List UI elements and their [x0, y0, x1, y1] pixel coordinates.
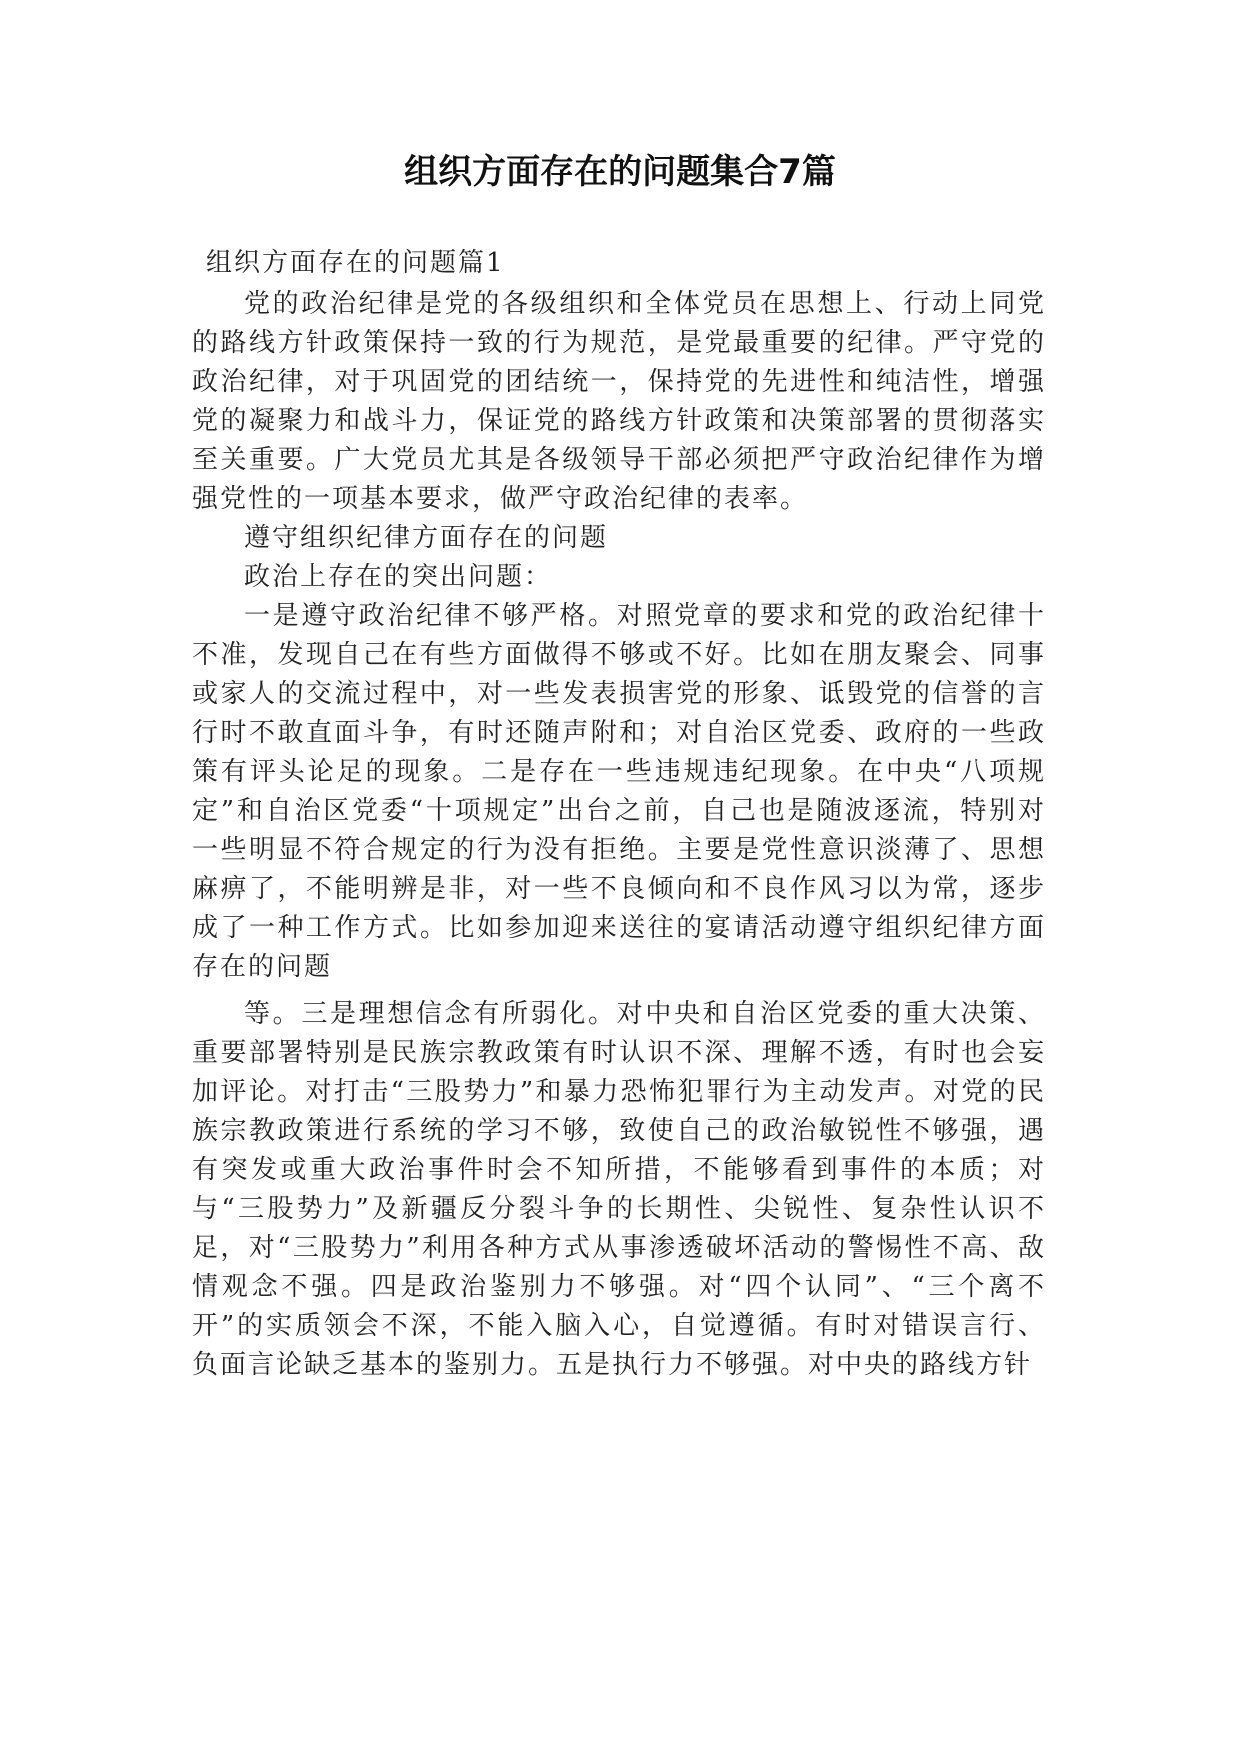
document-title: 组织方面存在的问题集合7篇 [404, 152, 836, 192]
paragraph-issues-2: 等。三是理想信念有所弱化。对中央和自治区党委的重大决策、重要部署特别是民族宗教政策有时认识不深、理解不透，有时也会妄加评论。对打击“三股势力”和暴力恐怖犯罪行为主动发声。对党的民族宗教政策进行系统的学习不够，致使自己的政治敏锐性不够强，遇有突发或重大政治事件时会不知所措，不能够看到事件的本质；对与“三股势力”及新疆反分裂斗争的长期性、尖锐性、复杂性认识不足，对“三股势力”利用各种方式从事渗透破坏活动的警惕性不高、敌情观念不强。四是政治鉴别力不够强。对“四个认同”、“三个离不开”的实质领会不深，不能入脑入心，自觉遵循。有时对错误言行、负面言论缺乏基本的鉴别力。五是执行力不够强。对中央的路线方针 [192, 999, 1046, 1380]
paragraph-subheading-2: 政治上存在的突出问题： [244, 562, 553, 592]
document-body [192, 244, 1046, 1385]
paragraph-intro: 党的政治纪律是党的各级组织和全体党员在思想上、行动上同党的路线方针政策保持一致的行为规范，是党最重要的纪律。严守党的政治纪律，对于巩固党的团结统一，保持党的先进性和纯洁性，增强党的凝聚力和战斗力，保证党的路线方针政策和决策部署的贯彻落实至关重要。广大党员尤其是各级领导干部必须把严守政治纪律作为增强党性的一项基本要求，做严守政治纪律的表率。 [192, 289, 1046, 514]
section-heading: 组织方面存在的问题篇1 [206, 248, 505, 278]
paragraph-issues-1: 一是遵守政治纪律不够严格。对照党章的要求和党的政治纪律十不准，发现自己在有些方面做得不够或不好。比如在朋友聚会、同事或家人的交流过程中，对一些发表损害党的形象、诋毁党的信誉的言行时不敢直面斗争，有时还随声附和；对自治区党委、政府的一些政策有评头论足的现象。二是存在一些违规违纪现象。在中央“八项规定”和自治区党委“十项规定”出台之前，自己也是随波逐流，特别对一些明显不符合规定的行为没有拒绝。主要是党性意识淡薄了、思想麻痹了，不能明辨是非，对一些不良倾向和不良作风习以为常，逐步成了一种工作方式。比如参加迎来送往的宴请活动遵守组织纪律方面存在的问题 [192, 601, 1046, 982]
paragraph-subheading: 遵守组织纪律方面存在的问题 [244, 523, 609, 553]
